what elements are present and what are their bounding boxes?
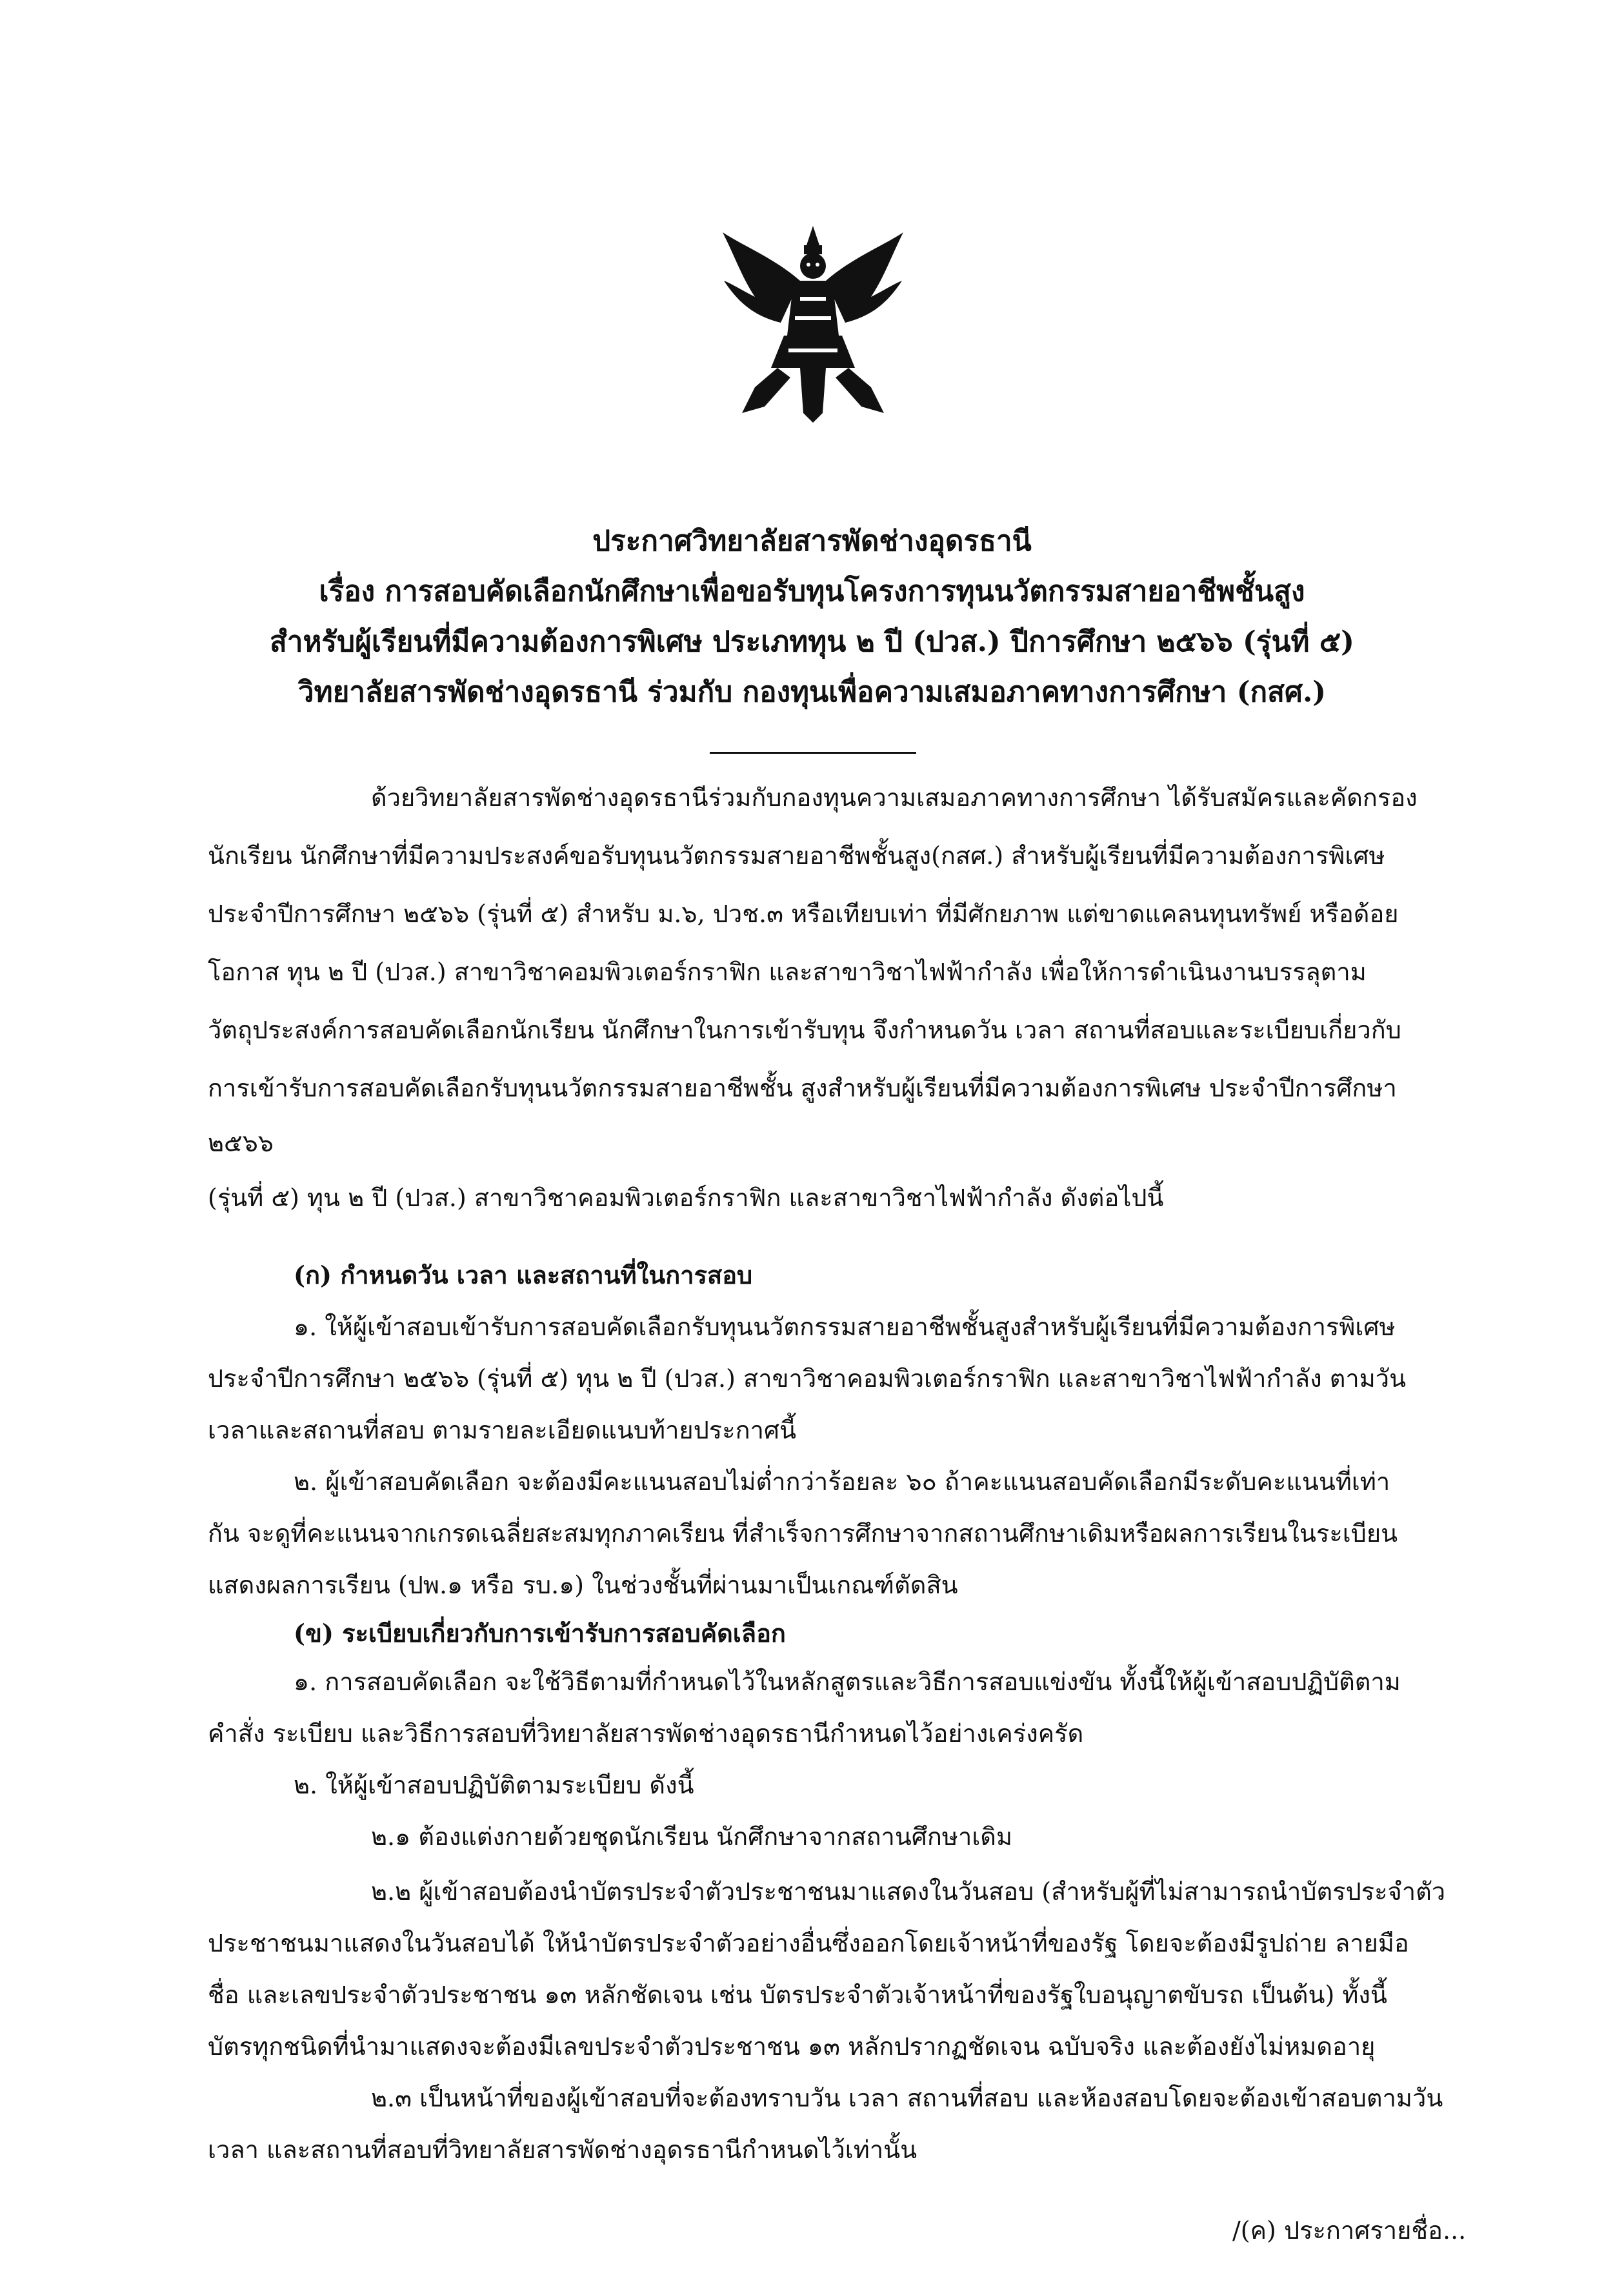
heading-line: ประกาศวิทยาลัยสารพัดช่างอุดรธานี — [592, 525, 1032, 558]
body-line: โอกาส ทุน ๒ ปี (ปวส.) สาขาวิชาคอมพิวเตอร์กราฟิก และสาขาวิชาไฟฟ้ากำลัง เพื่อให้การดำเนินงานบรรลุตาม — [208, 958, 1367, 986]
body-line: ประจำปีการศึกษา ๒๕๖๖ (รุ่นที่ ๕) ทุน ๒ ปี (ปวส.) สาขาวิชาคอมพิวเตอร์กราฟิก และสาขาวิชาไฟฟ้ากำลัง ตามวัน — [208, 1364, 1407, 1393]
body-line: ๒.๑ ต้องแต่งกายด้วยชุดนักเรียน นักศึกษาจากสถานศึกษาเดิม — [371, 1823, 1013, 1851]
body-line: ๒.๒ ผู้เข้าสอบต้องนำบัตรประจำตัวประชาชนมาแสดงในวันสอบ (สำหรับผู้ที่ไม่สามารถนำบัตรประจำตัว — [371, 1877, 1446, 1906]
body-line: ๒.๓ เป็นหน้าที่ของผู้เข้าสอบที่จะต้องทราบวัน เวลา สถานที่สอบ และห้องสอบโดยจะต้องเข้าสอบตามวัน — [371, 2084, 1443, 2112]
body-line: (รุ่นที่ ๕) ทุน ๒ ปี (ปวส.) สาขาวิชาคอมพิวเตอร์กราฟิก และสาขาวิชาไฟฟ้ากำลัง ดังต่อไปนี้ — [208, 1184, 1164, 1212]
body-line: ๒. ให้ผู้เข้าสอบปฏิบัติตามระเบียบ ดังนี้ — [294, 1771, 694, 1799]
body-line: แสดงผลการเรียน (ปพ.๑ หรือ รบ.๑) ในช่วงชั้นที่ผ่านมาเป็นเกณฑ์ตัดสิน — [208, 1571, 958, 1599]
body-line: ๑. ให้ผู้เข้าสอบเข้ารับการสอบคัดเลือกรับทุนนวัตกรรมสายอาชีพชั้นสูงสำหรับผู้เรียนที่มีความต้องการพิเศษ — [294, 1313, 1396, 1341]
heading-line: เรื่อง การสอบคัดเลือกนักศึกษาเพื่อขอรับทุนโครงการทุนนวัตกรรมสายอาชีพชั้นสูง — [319, 575, 1305, 608]
body-line: กัน จะดูที่คะแนนจากเกรดเฉลี่ยสะสมทุกภาคเรียน ที่สำเร็จการศึกษาจากสถานศึกษาเดิมหรือผลการเรียนในระเบียน — [208, 1519, 1398, 1548]
body-line: คำสั่ง ระเบียบ และวิธีการสอบที่วิทยาลัยสารพัดช่างอุดรธานีกำหนดไว้อย่างเคร่งครัด — [208, 1719, 1084, 1748]
body-line: เวลาและสถานที่สอบ ตามรายละเอียดแนบท้ายประกาศนี้ — [208, 1416, 797, 1444]
body-line: ประชาชนมาแสดงในวันสอบได้ ให้นำบัตรประจำตัวอย่างอื่นซึ่งออกโดยเจ้าหน้าที่ของรัฐ โดยจะต้องมีรูปถ่าย ลายมือ — [208, 1929, 1409, 1957]
continuation-note: /(ค) ประกาศรายชื่อ... — [1232, 2216, 1467, 2245]
section-heading-b: (ข) ระเบียบเกี่ยวกับการเข้ารับการสอบคัดเลือก — [294, 1619, 786, 1648]
section-heading-a: (ก) กำหนดวัน เวลา และสถานที่ในการสอบ — [294, 1260, 753, 1289]
heading-line: สำหรับผู้เรียนที่มีความต้องการพิเศษ ประเภททุน ๒ ปี (ปวส.) ปีการศึกษา ๒๕๖๖ (รุ่นที่ ๕) — [269, 625, 1354, 658]
body-line: บัตรทุกชนิดที่นำมาแสดงจะต้องมีเลขประจำตัวประชาชน ๑๓ หลักปรากฏชัดเจน ฉบับจริง และต้องยังไม่หมดอายุ — [208, 2032, 1376, 2061]
body-line: การเข้ารับการสอบคัดเลือกรับทุนนวัตกรรมสายอาชีพชั้น สูงสำหรับผู้เรียนที่มีความต้องการพิเศษ ประจำปีการศึกษา — [208, 1074, 1397, 1102]
announcement-heading — [129, 516, 1495, 718]
body-line: ชื่อ และเลขประจำตัวประชาชน ๑๓ หลักชัดเจน เช่น บัตรประจำตัวเจ้าหน้าที่ของรัฐใบอนุญาตขับรถ เป็นต้น) ทั้งนี้ — [208, 1981, 1387, 2009]
body-line: ๒๕๖๖ — [208, 1129, 274, 1157]
body-line: ๑. การสอบคัดเลือก จะใช้วิธีตามที่กำหนดไว้ในหลักสูตรและวิธีการสอบแข่งขัน ทั้งนี้ให้ผู้เข้าสอบปฏิบัติตาม — [294, 1668, 1401, 1696]
body-line: นักเรียน นักศึกษาที่มีความประสงค์ขอรับทุนนวัตกรรมสายอาชีพชั้นสูง(กสศ.) สำหรับผู้เรียนที่มีความต้องการพิเศษ — [208, 842, 1385, 870]
body-line: วัตถุประสงค์การสอบคัดเลือกนักเรียน นักศึกษาในการเข้ารับทุน จึงกำหนดวัน เวลา สถานที่สอบและระเบียบเกี่ยวกับ — [208, 1016, 1401, 1044]
garuda-emblem-icon — [716, 219, 910, 426]
body-line: ๒. ผู้เข้าสอบคัดเลือก จะต้องมีคะแนนสอบไม่ต่ำกว่าร้อยละ ๖๐ ถ้าคะแนนสอบคัดเลือกมีระดับคะแนนที่เท่า — [294, 1468, 1390, 1496]
heading-line: วิทยาลัยสารพัดช่างอุดรธานี ร่วมกับ กองทุนเพื่อความเสมอภาคทางการศึกษา (กสศ.) — [297, 676, 1327, 709]
body-line: ประจำปีการศึกษา ๒๕๖๖ (รุ่นที่ ๕) สำหรับ ม.๖, ปวช.๓ หรือเทียบเท่า ที่มีศักยภาพ แต่ขาดแคลนทุนทรัพย์ หรือด้อย — [208, 900, 1399, 928]
body-line: ด้วยวิทยาลัยสารพัดช่างอุดรธานีร่วมกับกองทุนความเสมอภาคทางการศึกษา ได้รับสมัครและคัดกรอง — [371, 783, 1418, 812]
body-line: เวลา และสถานที่สอบที่วิทยาลัยสารพัดช่างอุดรธานีกำหนดไว้เท่านั้น — [208, 2136, 917, 2164]
heading-divider — [710, 752, 916, 754]
